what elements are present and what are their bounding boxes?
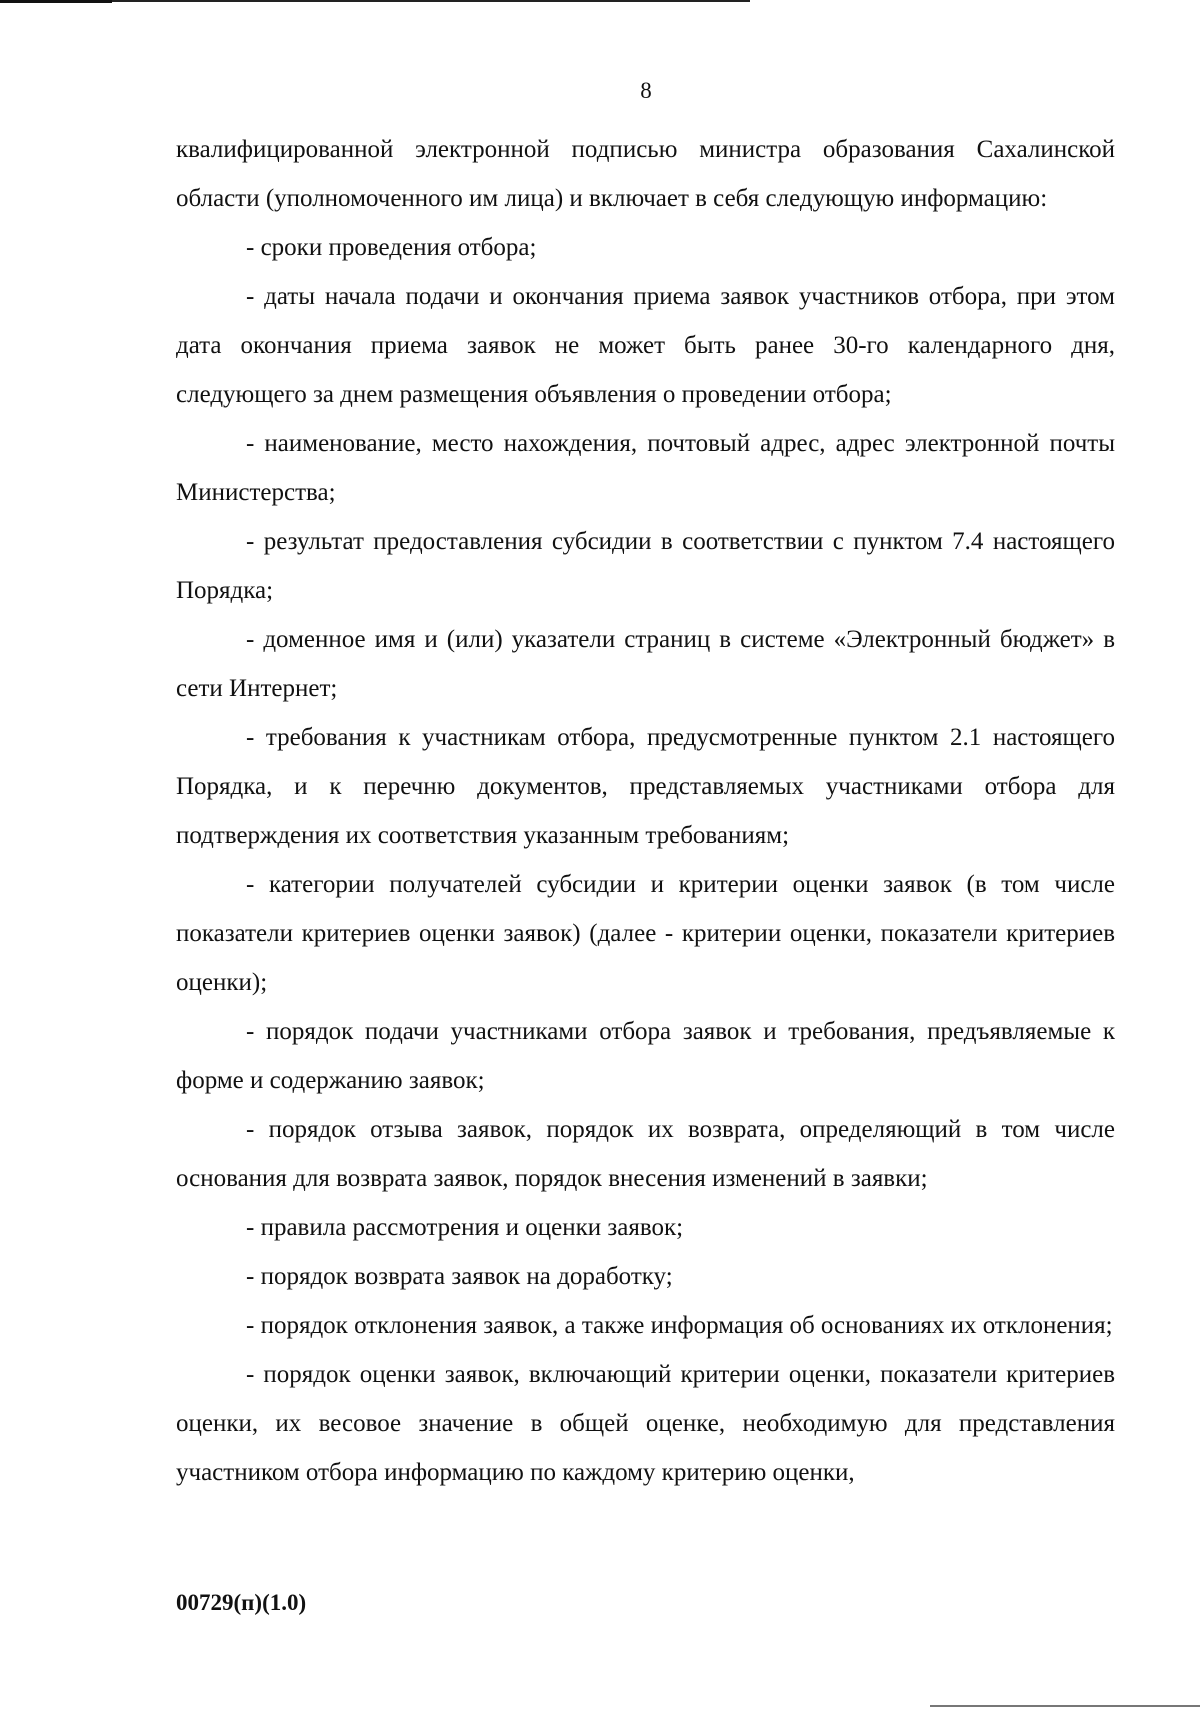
paragraph: - порядок подачи участниками отбора заявок и требования, предъявляемые к форме и содержанию заявок; <box>176 1018 1115 1094</box>
paragraph: - категории получателей субсидии и критерии оценки заявок (в том числе показатели критериев оценки заявок) (далее - критерии оценки, показатели критериев оценки); <box>176 871 1115 996</box>
paragraph: - порядок оценки заявок, включающий критерии оценки, показатели критериев оценки, их весовое значение в общей оценке, необходимую для представления участником отбора информацию по каждому критерию оценки, <box>176 1361 1115 1486</box>
paragraph: - порядок возврата заявок на доработку; <box>246 1263 673 1290</box>
paragraph: - порядок отклонения заявок, а также информация об основаниях их отклонения; <box>246 1312 1113 1339</box>
paragraph: квалифицированной электронной подписью министра образования Сахалинской области (уполномоченного им лица) и включает в себя следующую информацию: <box>176 136 1115 212</box>
paragraph: - порядок отзыва заявок, порядок их возврата, определяющий в том числе основания для возврата заявок, порядок внесения изменений в заявки; <box>176 1116 1115 1192</box>
paragraph: - требования к участникам отбора, предусмотренные пунктом 2.1 настоящего Порядка, и к перечню документов, представляемых участниками отбора для подтверждения их соответствия указанным требованиям; <box>176 724 1115 849</box>
scan-edge-top-left <box>0 0 112 3</box>
paragraph: - правила рассмотрения и оценки заявок; <box>246 1214 684 1241</box>
paragraph: - доменное имя и (или) указатели страниц в системе «Электронный бюджет» в сети Интернет; <box>176 626 1115 702</box>
paragraph: - сроки проведения отбора; <box>246 234 537 261</box>
page-number: 8 <box>640 78 652 103</box>
paragraph: - результат предоставления субсидии в соответствии с пунктом 7.4 настоящего Порядка; <box>176 528 1115 604</box>
paragraph: - наименование, место нахождения, почтовый адрес, адрес электронной почты Министерства; <box>176 430 1115 506</box>
scan-edge-top <box>0 0 750 2</box>
scan-edge-bottom <box>930 1705 1200 1707</box>
document-body <box>176 125 1115 1497</box>
document-code: 00729(п)(1.0) <box>176 1590 307 1615</box>
paragraph: - даты начала подачи и окончания приема заявок участников отбора, при этом дата окончания приема заявок не может быть ранее 30-го календарного дня, следующего за днем размещения объявления о проведении отбора; <box>176 283 1115 408</box>
